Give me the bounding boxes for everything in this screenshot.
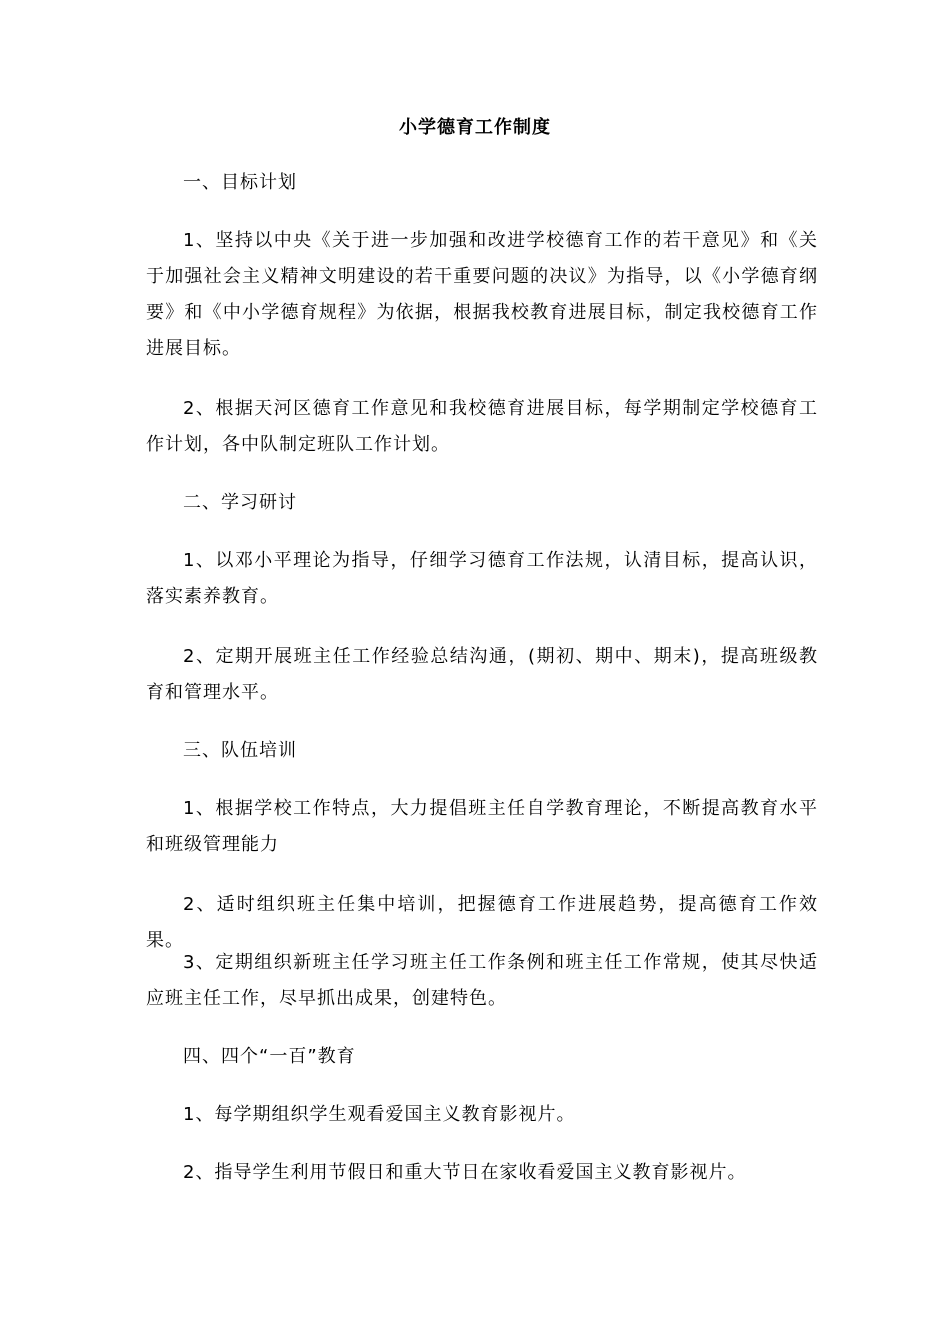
section-training-item-2: 2、适时组织班主任集中培训，把握德育工作进展趋势，提高德育工作效果。 — [146, 894, 818, 951]
section-training-item-1: 1、根据学校工作特点，大力提倡班主任自学教育理论，不断提高教育水平和班级管理能力 — [146, 798, 818, 855]
section-heading-education: 四、四个“一百”教育 — [183, 1046, 356, 1067]
section-education-item-2: 2、指导学生利用节假日和重大节日在家收看爱国主义教育影视片。 — [183, 1162, 747, 1183]
section-goals-item-2: 2、根据天河区德育工作意见和我校德育进展目标，每学期制定学校德育工作计划，各中队制定班队工作计划。 — [146, 398, 818, 455]
section-heading-training: 三、队伍培训 — [183, 740, 297, 761]
document-title: 小学德育工作制度 — [399, 117, 551, 138]
section-study-item-2: 2、定期开展班主任工作经验总结沟通，(期初、期中、期末)，提高班级教育和管理水平。 — [146, 646, 818, 703]
section-study-item-1: 1、以邓小平理论为指导，仔细学习德育工作法规，认清目标，提高认识，落实素养教育。 — [146, 550, 818, 607]
section-goals-item-1: 1、坚持以中央《关于进一步加强和改进学校德育工作的若干意见》和《关于加强社会主义精神文明建设的若干重要问题的决议》为指导，以《小学德育纲要》和《中小学德育规程》为依据，根据我校教育进展目标，制定我校德育工作进展目标。 — [146, 230, 818, 359]
section-heading-goals: 一、目标计划 — [183, 172, 297, 193]
section-education-item-1: 1、每学期组织学生观看爱国主义教育影视片。 — [183, 1104, 576, 1125]
section-heading-study: 二、学习研讨 — [183, 492, 297, 513]
section-training-item-3: 3、定期组织新班主任学习班主任工作条例和班主任工作常规，使其尽快适应班主任工作，尽早抓出成果，创建特色。 — [146, 952, 818, 1009]
